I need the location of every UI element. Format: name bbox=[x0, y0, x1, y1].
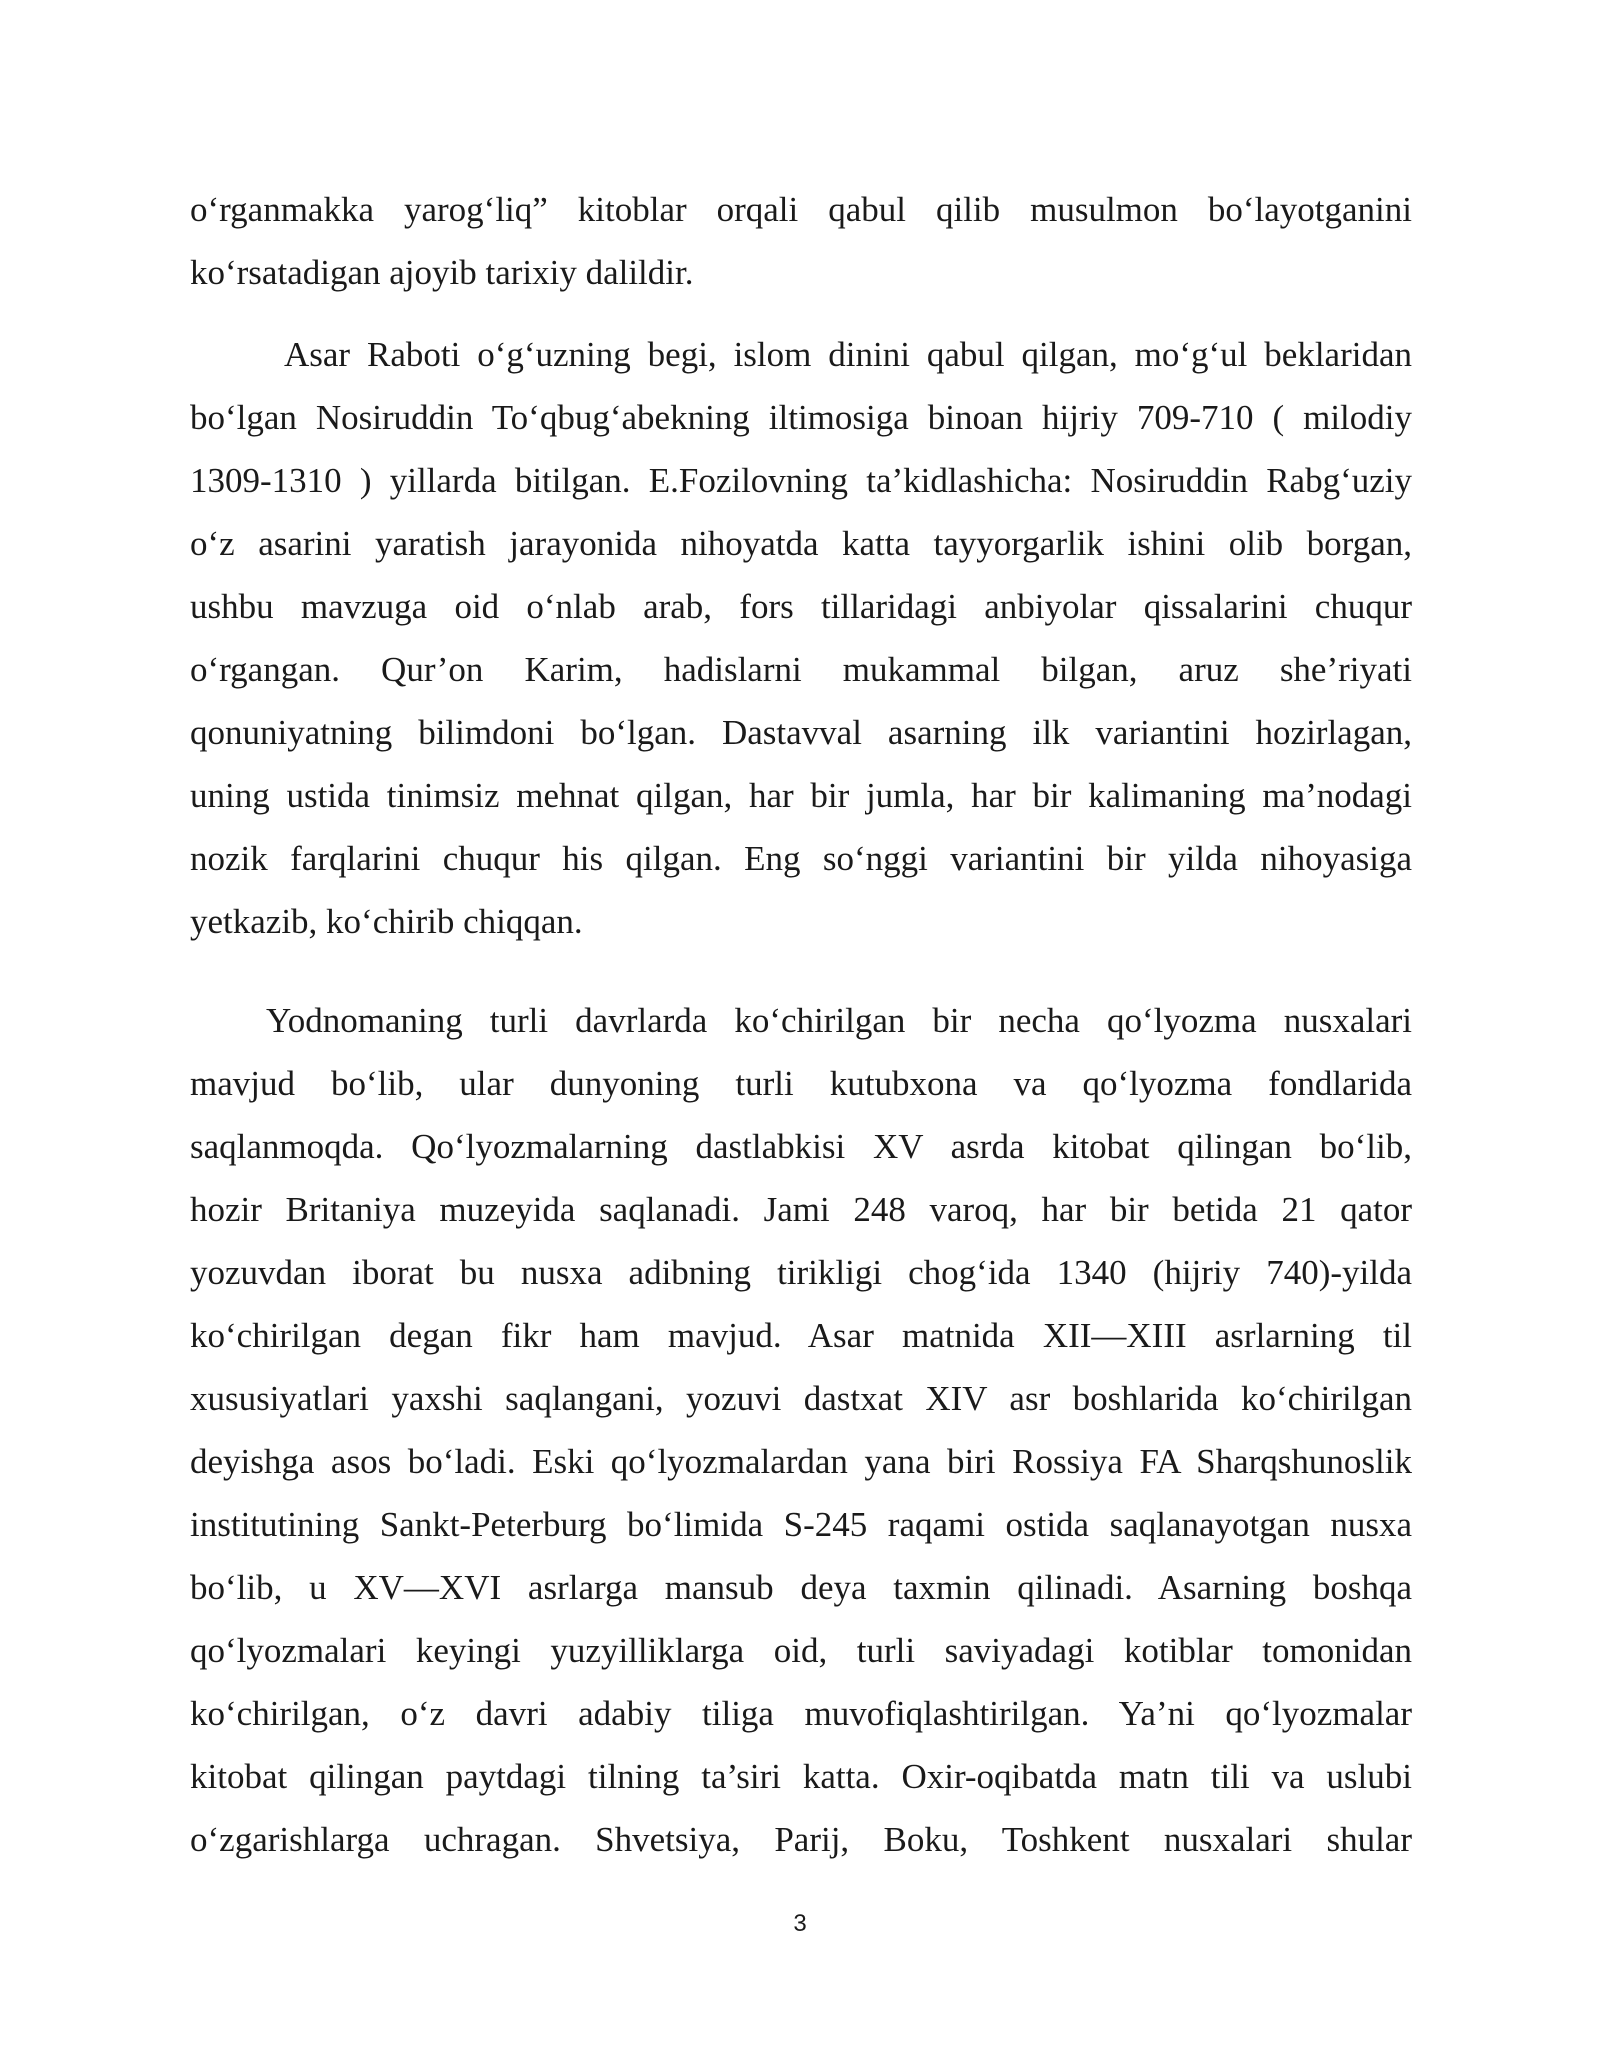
text-line: xususiyatlari yaxshi saqlangani, yozuvi dastxat XIV asr boshlarida ko‘chirilgan bbox=[190, 1379, 1412, 1418]
text-line: yozuvdan iborat bu nusxa adibning tirikligi chog‘ida 1340 (hijriy 740)-yilda bbox=[190, 1253, 1412, 1292]
text-line: o‘rganmakka yarog‘liq” kitoblar orqali qabul qilib musulmon bo‘layotganini bbox=[190, 190, 1412, 229]
text-line: nozik farqlarini chuqur his qilgan. Eng so‘nggi variantini bir yilda nihoyasiga bbox=[190, 839, 1412, 878]
text-line: ko‘chirilgan degan fikr ham mavjud. Asar matnida XII—XIII asrlarning til bbox=[190, 1316, 1412, 1355]
text-line: 1309-1310 ) yillarda bitilgan. E.Fozilovning ta’kidlashicha: Nosiruddin Rabg‘uziy bbox=[190, 461, 1412, 500]
paragraph-1 bbox=[190, 178, 1412, 304]
text-line: qonuniyatning bilimdoni bo‘lgan. Dastavval asarning ilk variantini hozirlagan, bbox=[190, 713, 1412, 752]
paragraph-3 bbox=[190, 989, 1412, 1871]
text-line: mavjud bo‘lib, ular dunyoning turli kutubxona va qo‘lyozma fondlarida bbox=[190, 1064, 1412, 1103]
text-line: kitobat qilingan paytdagi tilning ta’siri katta. Oxir-oqibatda matn tili va uslubi bbox=[190, 1757, 1412, 1796]
text-line: uning ustida tinimsiz mehnat qilgan, har bir jumla, har bir kalimaning ma’nodagi bbox=[190, 776, 1412, 815]
text-line: o‘z asarini yaratish jarayonida nihoyatda katta tayyorgarlik ishini olib borgan, bbox=[190, 524, 1412, 563]
text-line: o‘rgangan. Qur’on Karim, hadislarni mukammal bilgan, aruz she’riyati bbox=[190, 650, 1412, 689]
text-line: ko‘chirilgan, o‘z davri adabiy tiliga muvofiqlashtirilgan. Ya’ni qo‘lyozmalar bbox=[190, 1694, 1412, 1733]
text-line: bo‘lib, u XV—XVI asrlarga mansub deya taxmin qilinadi. Asarning boshqa bbox=[190, 1568, 1412, 1607]
text-line: o‘zgarishlarga uchragan. Shvetsiya, Parij, Boku, Toshkent nusxalari shular bbox=[190, 1820, 1412, 1859]
text-line: yetkazib, ko‘chirib chiqqan. bbox=[190, 902, 583, 941]
paragraph-2 bbox=[190, 323, 1412, 953]
text-line: hozir Britaniya muzeyida saqlanadi. Jami 248 varoq, har bir betida 21 qator bbox=[190, 1190, 1412, 1229]
text-line: Yodnomaning turli davrlarda ko‘chirilgan bir necha qo‘lyozma nusxalari bbox=[266, 1001, 1412, 1040]
text-line: institutining Sankt-Peterburg bo‘limida S-245 raqami ostida saqlanayotgan nusxa bbox=[190, 1505, 1412, 1544]
text-line: saqlanmoqda. Qo‘lyozmalarning dastlabkisi XV asrda kitobat qilingan bo‘lib, bbox=[190, 1127, 1412, 1166]
text-line: Asar Raboti o‘g‘uzning begi, islom dinini qabul qilgan, mo‘g‘ul beklaridan bbox=[284, 335, 1412, 374]
text-line: ko‘rsatadigan ajoyib tarixiy dalildir. bbox=[190, 253, 694, 292]
text-line: bo‘lgan Nosiruddin To‘qbug‘abekning iltimosiga binoan hijriy 709-710 ( milodiy bbox=[190, 398, 1412, 437]
text-line: qo‘lyozmalari keyingi yuzyilliklarga oid, turli saviyadagi kotiblar tomonidan bbox=[190, 1631, 1412, 1670]
text-line: ushbu mavzuga oid o‘nlab arab, fors tillaridagi anbiyolar qissalarini chuqur bbox=[190, 587, 1412, 626]
text-line: deyishga asos bo‘ladi. Eski qo‘lyozmalardan yana biri Rossiya FA Sharqshunoslik bbox=[190, 1442, 1412, 1481]
page-number: 3 bbox=[793, 1910, 807, 1937]
